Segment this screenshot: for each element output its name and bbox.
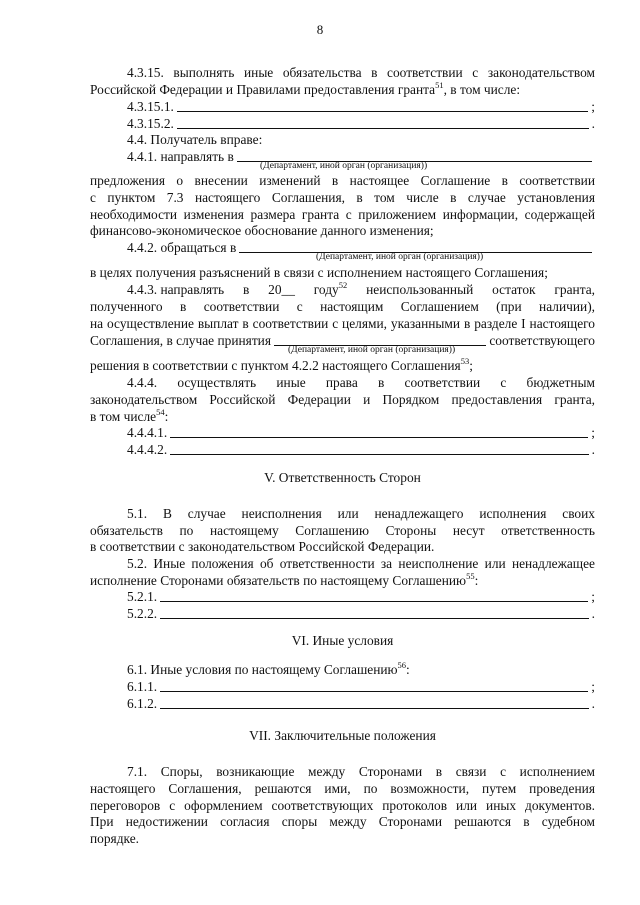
clause-5-1-line1: 5.1. В случае неисполнения или ненадлежащего исполнения своих (127, 506, 595, 521)
clause-4-4-4-line3 (90, 408, 595, 425)
footnote-ref-54: 54 (156, 407, 165, 417)
caption-department: (Департамент, иной орган (организация)) (288, 345, 456, 355)
caption-department: (Департамент, иной орган (организация)) (316, 252, 484, 262)
clause-4-3-15-1-row (127, 98, 595, 115)
clause-4-4-4-line2: законодательством Российской Федерации и Порядком предоставления гранта, (90, 392, 595, 407)
blank-line[interactable] (160, 600, 588, 602)
clause-4-3-15-line2-tail: , в том числе: (443, 82, 521, 97)
clause-4-4-4-line3-text: в том числе (90, 409, 157, 424)
clause-4-4-4-2-label: 4.4.4.2. (127, 442, 168, 457)
clause-5-1-line2: обязательств по настоящему Соглашению Стороны несут ответственность (90, 523, 595, 538)
clause-4-4-heading: 4.4. Получатель вправе: (127, 132, 263, 147)
clause-5-1-line3: в соответствии с законодательством Российской Федерации. (90, 539, 435, 554)
clause-5-2-line2 (90, 572, 595, 589)
clause-4-4-3-line4-b: соответствующего (489, 333, 595, 348)
word: гранта, (554, 282, 595, 297)
clause-4-3-15-2-label: 4.3.15.2. (127, 116, 174, 131)
clause-4-4-3-line1 (127, 281, 595, 298)
clause-6-1-text: 6.1. Иные условия по настоящему Соглашению (127, 662, 398, 677)
clause-4-4-4-1-label: 4.4.4.1. (127, 425, 168, 440)
clause-5-2-2-row (127, 605, 595, 622)
punctuation: : (474, 573, 479, 588)
clause-7-1-line: переговоров с оформлением соответствующих протоколов или иных документов. (90, 798, 595, 813)
blank-line[interactable] (160, 690, 588, 692)
clause-4-4-2-label: 4.4.2. обращаться в (127, 240, 237, 255)
punctuation: ; (591, 425, 595, 440)
punctuation: . (591, 606, 595, 621)
section-6-title: VI. Иные условия (291, 633, 394, 648)
clause-5-2-line1: 5.2. Иные положения об ответственности за неисполнение или ненадлежащее (127, 556, 595, 571)
punctuation: : (164, 409, 169, 424)
clause-4-3-15-line2 (90, 81, 595, 98)
punctuation: . (591, 442, 595, 457)
clause-4-3-15-line2-text: Российской Федерации и Правилами предоставления гранта (90, 82, 436, 97)
clause-4-3-15-2-row (127, 115, 595, 132)
year-blank: 20__ (268, 282, 295, 297)
blank-line[interactable] (177, 110, 588, 112)
word: в (243, 282, 250, 297)
clause-5-2-1-label: 5.2.1. (127, 589, 158, 604)
word-with-footnote (314, 281, 347, 298)
clause-7-1-last-line: порядке. (90, 831, 139, 846)
clause-4-4-4-1-row (127, 424, 595, 441)
clause-6-1-1-label: 6.1.1. (127, 679, 158, 694)
clause-6-1-2-label: 6.1.2. (127, 696, 158, 711)
blank-line[interactable] (177, 127, 589, 129)
footnote-ref-53: 53 (460, 356, 470, 366)
clause-4-4-1-label: 4.4.1. направлять в (127, 149, 234, 164)
clause-6-1-2-row (127, 695, 595, 712)
clause-4-4-3-line5 (90, 357, 595, 374)
blank-line[interactable] (160, 707, 589, 709)
section-7-title: VII. Заключительные положения (249, 728, 436, 743)
clause-4-4-4-2-row (127, 441, 595, 458)
footnote-ref-51: 51 (435, 80, 444, 90)
clause-6-1-1-row (127, 678, 595, 695)
word: неиспользованный (366, 282, 474, 297)
footnote-ref-56: 56 (397, 660, 407, 670)
clause-7-1-line: 7.1. Споры, возникающие между Сторонами в связи с исполнением (127, 764, 595, 779)
punctuation: . (591, 116, 595, 131)
blank-line[interactable] (160, 617, 589, 619)
punctuation: ; (591, 589, 595, 604)
footnote-ref-55: 55 (466, 571, 475, 581)
clause-4-4-3-line3: на осуществление выплат в соответствии с целями, указанными в разделе I настоящего (90, 316, 595, 331)
clause-5-2-2-label: 5.2.2. (127, 606, 158, 621)
clause-7-1-line: настоящего Соглашения, решаются ими, по возможности, путем проведения (90, 781, 595, 796)
word: 4.4.3. направлять (127, 282, 225, 297)
clause-4-4-1-line: необходимости изменения размера гранта с приложением информации, содержащей (90, 207, 595, 222)
clause-7-1-line: При недостижении согласия споры между Сторонами решаются в судебном (90, 814, 595, 829)
clause-6-1 (127, 661, 595, 678)
punctuation: ; (591, 679, 595, 694)
punctuation: . (591, 696, 595, 711)
blank-line[interactable] (170, 436, 588, 438)
punctuation: : (406, 662, 410, 677)
punctuation: ; (469, 358, 473, 373)
clause-4-4-3-line4-a: Соглашения, в случае принятия (90, 333, 271, 348)
clause-4-4-1-line: предложения о внесении изменений в настоящее Соглашение в соответствии (90, 173, 595, 188)
clause-4-4-3-line2: полученного в соответствии с настоящим Соглашением (при наличии), (90, 299, 595, 314)
clause-4-4-1-line: с пунктом 7.3 настоящего Соглашения, в том числе в случае установления (90, 190, 595, 205)
word: году (313, 282, 339, 297)
clause-5-2-line2-text: исполнение Сторонами обязательств по настоящему Соглашению (90, 573, 467, 588)
section-5-title: V. Ответственность Сторон (264, 470, 421, 485)
clause-4-4-3-line5-text: решения в соответствии с пунктом 4.2.2 настоящего Соглашения (90, 358, 461, 373)
footnote-ref-52: 52 (338, 280, 348, 290)
clause-4-4-2-tail: в целях получения разъяснений в связи с исполнением настоящего Соглашения; (90, 265, 548, 280)
clause-4-4-1-line: финансово-экономическое обоснование данного изменения; (90, 223, 434, 238)
punctuation: ; (591, 99, 595, 114)
clause-4-3-15-line1: 4.3.15. выполнять иные обязательства в соответствии с законодательством (127, 65, 595, 80)
blank-line[interactable] (170, 453, 588, 455)
page-number: 8 (316, 22, 324, 37)
word: остаток (492, 282, 536, 297)
clause-5-2-1-row (127, 588, 595, 605)
caption-department: (Департамент, иной орган (организация)) (260, 161, 428, 171)
clause-4-3-15-1-label: 4.3.15.1. (127, 99, 174, 114)
clause-4-4-4-line1: 4.4.4. осуществлять иные права в соответствии с бюджетным (127, 375, 595, 390)
